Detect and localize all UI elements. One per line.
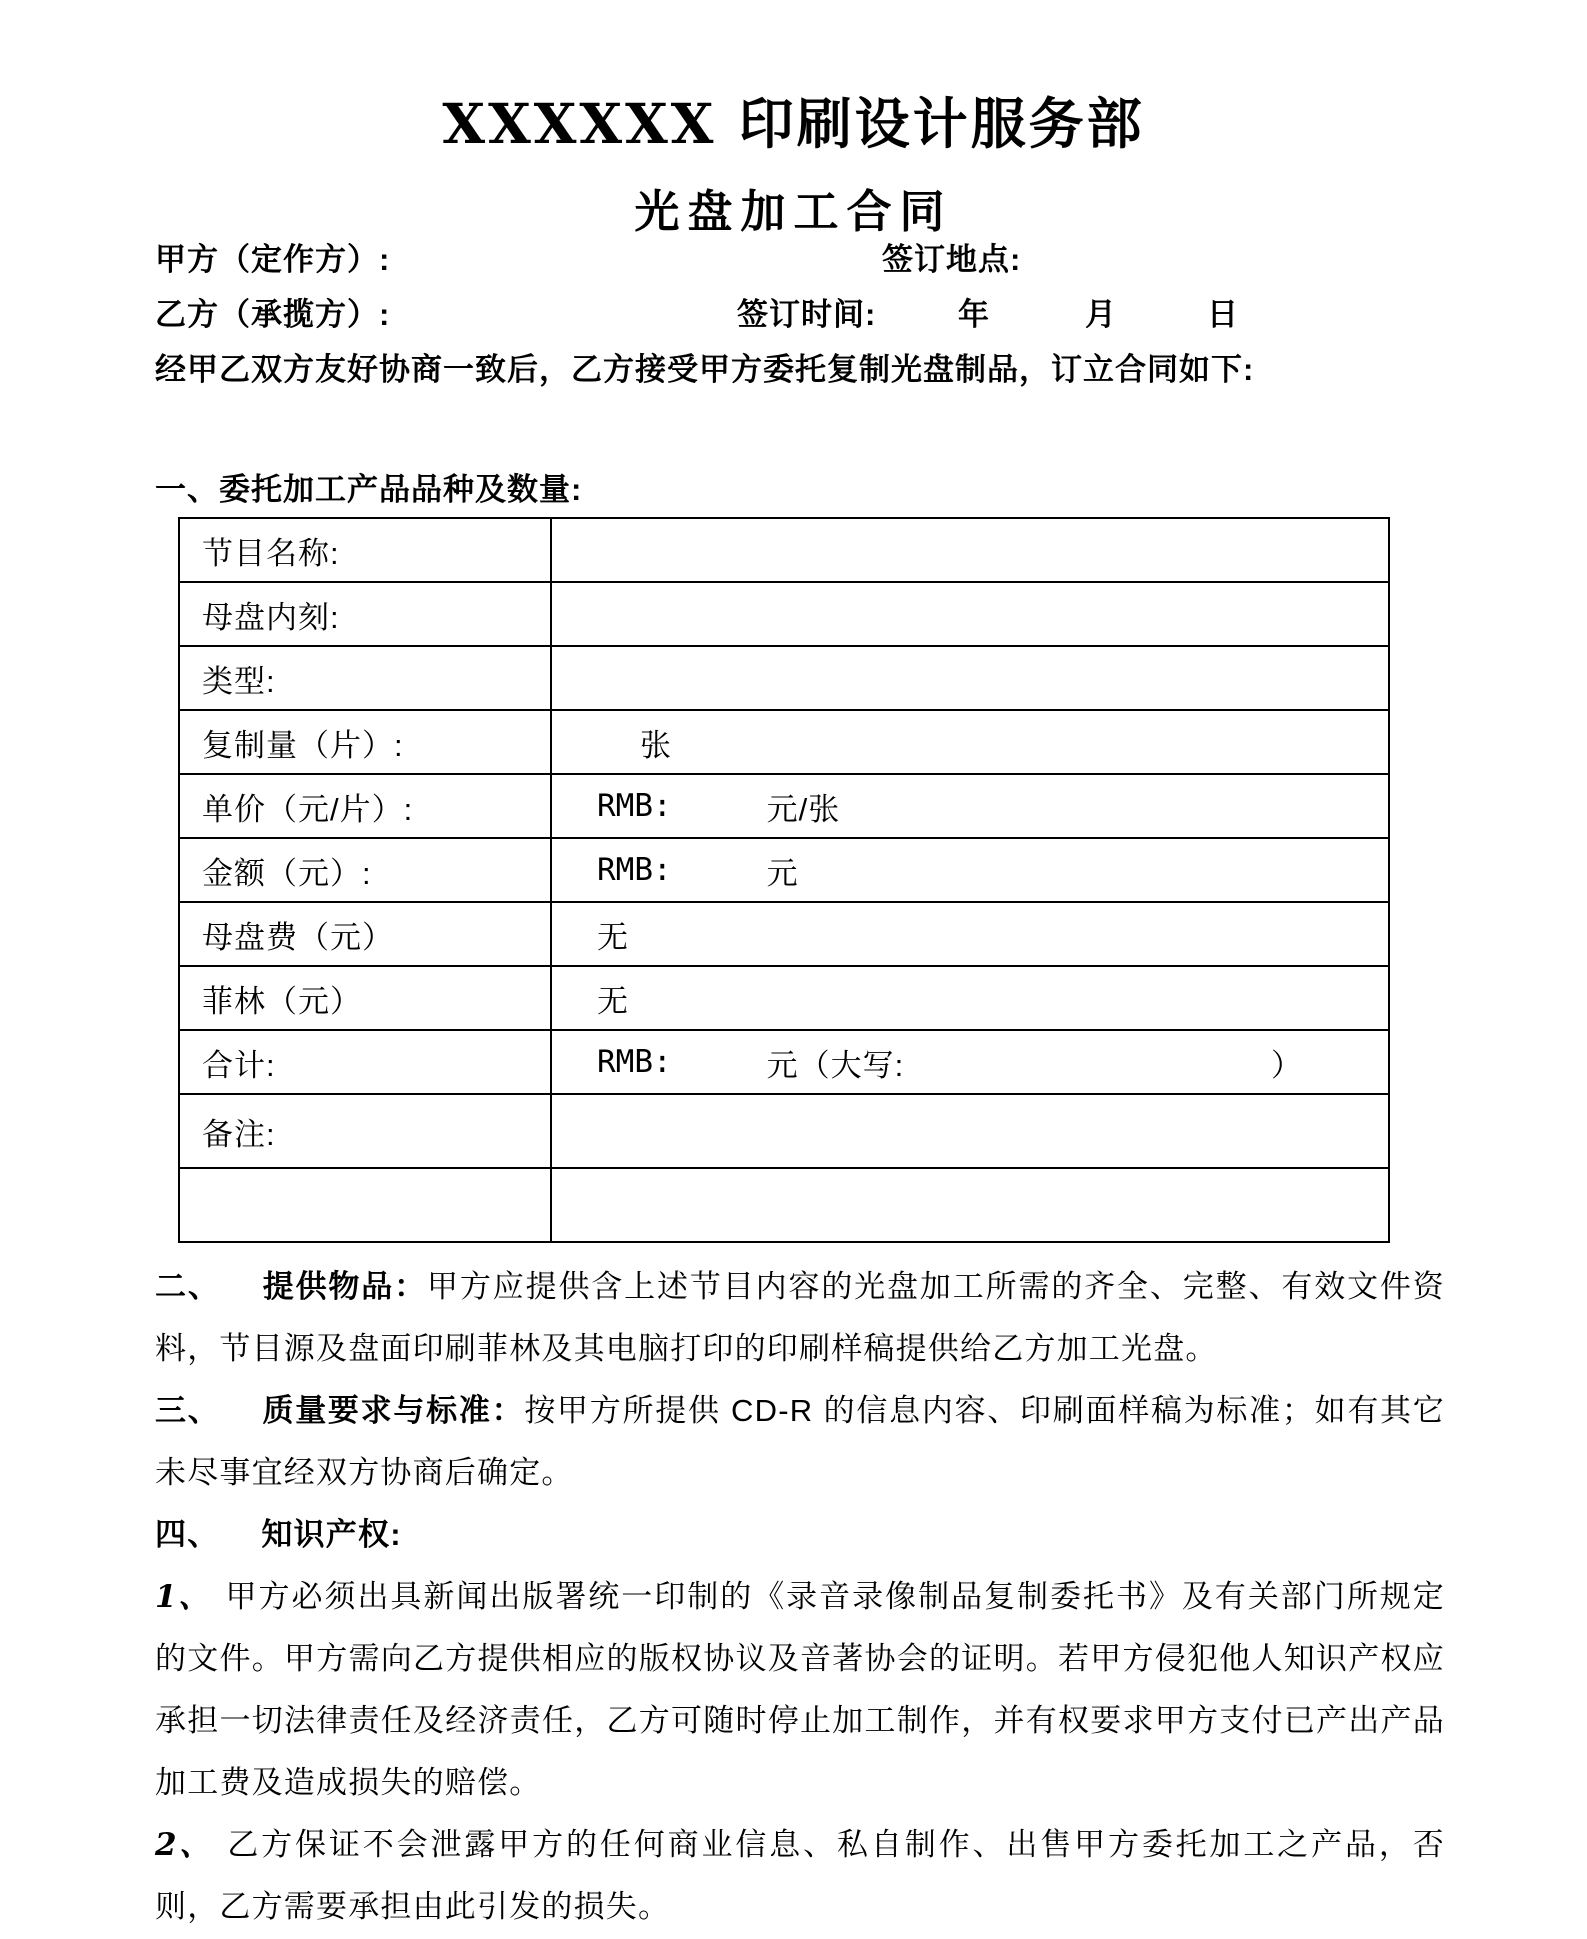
row-value-cell [551, 774, 1389, 838]
signing-time-label: 签订时间: [737, 297, 877, 332]
signing-place-label: 签订地点: [882, 242, 1022, 277]
currency-label: RMB: [597, 852, 672, 888]
unit-label: 张 [640, 727, 672, 763]
clause-number: 四、 [155, 1517, 220, 1552]
section-one-heading: 一、委托加工产品品种及数量: [155, 472, 583, 507]
row-value-cell [551, 966, 1389, 1030]
row-label: 母盘费（元） [179, 902, 551, 966]
value-layout [552, 848, 1388, 893]
row-value-cell [551, 1030, 1389, 1094]
table-row-film-fee [179, 966, 1389, 1030]
day-label: 日 [1207, 297, 1239, 332]
clause-number: 二、 [155, 1269, 221, 1304]
unit-label: 元（大写: [766, 1047, 905, 1083]
agreement-intro-line: 经甲乙双方友好协商一致后，乙方接受甲方委托复制光盘制品，订立合同如下: [155, 352, 1255, 387]
table-row-unit-price [179, 774, 1389, 838]
clause-title: 提供物品： [262, 1269, 428, 1304]
clause-title: 知识产权: [261, 1517, 402, 1552]
value-layout [552, 784, 1388, 829]
table-row-amount [179, 838, 1389, 902]
row-label: 母盘内刻: [179, 582, 551, 646]
item-number: 1、 [155, 1579, 212, 1615]
product-spec-table [178, 517, 1390, 1243]
row-value-cell [551, 1168, 1389, 1242]
row-value-cell [551, 518, 1389, 582]
table-row-total [179, 1030, 1389, 1094]
row-value-cell [551, 582, 1389, 646]
clauses-block [155, 1256, 1445, 1938]
row-value-cell [551, 902, 1389, 966]
unit-label: 元 [766, 855, 799, 891]
table-row-program-name [179, 518, 1389, 582]
row-value-cell [551, 710, 1389, 774]
organization-title: XXXXXX 印刷设计服务部 [442, 91, 1145, 156]
table-row-empty [179, 1168, 1389, 1242]
document-header [0, 80, 1587, 240]
value-layout [552, 1040, 1388, 1085]
party-b-line [155, 289, 1445, 344]
row-label [179, 1168, 551, 1242]
row-label: 金额（元）: [179, 838, 551, 902]
clause-text: 甲方应提供含上述节目内容的光盘加工所需的齐全、完整、有效文件资料，节目源及盘面印刷菲林及其电脑打印的印刷样稿提供给乙方加工光盘。 [155, 1269, 1445, 1366]
party-info-block [155, 234, 1445, 399]
clause-intellectual-property [155, 1504, 1445, 1566]
clause-text: 按甲方所提供 CD-R 的信息内容、印刷面样稿为标准；如有其它未尽事宜经双方协商后确定。 [155, 1393, 1445, 1490]
row-value-cell [551, 838, 1389, 902]
table-row-master-fee [179, 902, 1389, 966]
year-label: 年 [958, 297, 990, 332]
clause-quality-standard [155, 1380, 1445, 1504]
table-row-type [179, 646, 1389, 710]
row-label: 合计: [179, 1030, 551, 1094]
row-label: 节目名称: [179, 518, 551, 582]
item-number: 2、 [155, 1827, 214, 1863]
currency-label: RMB: [597, 1044, 672, 1080]
row-label: 类型: [179, 646, 551, 710]
party-b-label: 乙方（承揽方）: [155, 297, 391, 332]
document-title: 光盘加工合同 [634, 185, 953, 238]
ip-item-1 [155, 1566, 1445, 1814]
row-label: 单价（元/片）: [179, 774, 551, 838]
row-label: 复制量（片）: [179, 710, 551, 774]
party-a-line [155, 234, 1445, 289]
row-label: 菲林（元） [179, 966, 551, 1030]
row-value-cell [551, 646, 1389, 710]
table-row-copy-quantity [179, 710, 1389, 774]
item-text: 甲方必须出具新闻出版署统一印制的《录音录像制品复制委托书》及有关部门所规定的文件。甲方需向乙方提供相应的版权协议及音著协会的证明。若甲方侵犯他人知识产权应承担一切法律责任及经济责任，乙方可随时停止加工制作，并有权要求甲方支付已产出产品加工费及造成损失的赔偿。 [155, 1579, 1445, 1800]
clause-provide-items [155, 1256, 1445, 1380]
clause-number: 三、 [155, 1393, 221, 1428]
ip-item-2 [155, 1814, 1445, 1938]
row-value-cell [551, 1094, 1389, 1168]
row-label: 备注: [179, 1094, 551, 1168]
close-paren: ） [1271, 1047, 1303, 1083]
none-value: 无 [597, 919, 629, 955]
item-text: 乙方保证不会泄露甲方的任何商业信息、私自制作、出售甲方委托加工之产品，否则，乙方需要承担由此引发的损失。 [155, 1827, 1445, 1924]
table-row-remarks [179, 1094, 1389, 1168]
month-label: 月 [1085, 297, 1117, 332]
currency-label: RMB: [597, 788, 672, 824]
unit-label: 元/张 [766, 791, 841, 827]
clause-title: 质量要求与标准： [262, 1393, 525, 1428]
table-row-master-engraving [179, 582, 1389, 646]
none-value: 无 [597, 983, 629, 1019]
party-a-label: 甲方（定作方）: [155, 242, 391, 277]
